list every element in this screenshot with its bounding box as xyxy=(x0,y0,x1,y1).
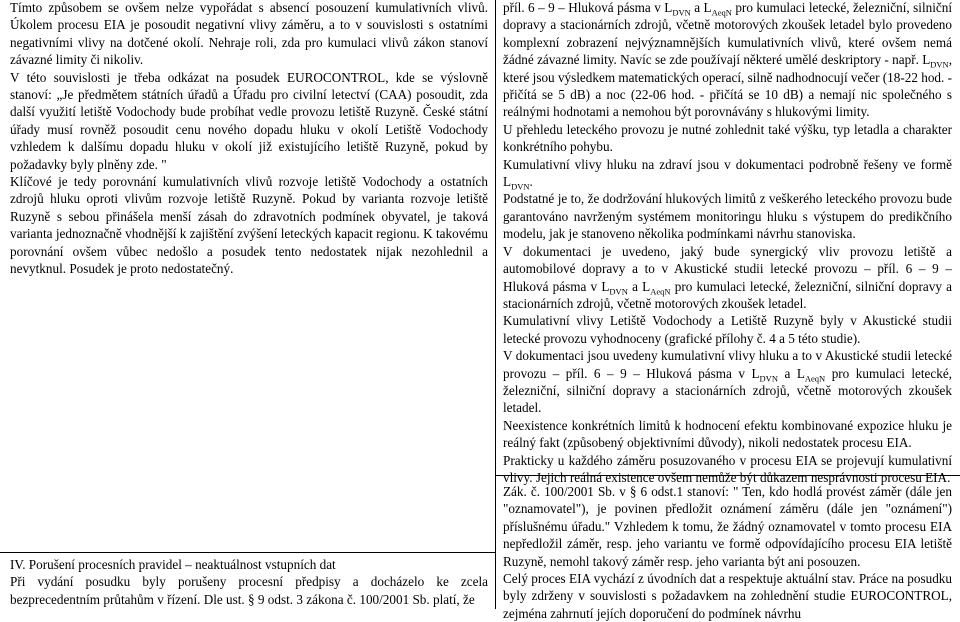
column-divider xyxy=(495,0,496,609)
paragraph: Kumulativní vlivy Letiště Vodochody a Letiště Ruzyně byly v Akustické studii letecké provozu vyhodnoceny (grafické přílohy č. 4 a 5 této studie). xyxy=(503,313,952,346)
paragraph: Neexistence konkrétních limitů k hodnocení efektu kombinované expozice hluku je reálný fakt (způsobený objektivními důvody), nikoli nedostatek procesu EIA. xyxy=(503,417,952,451)
right-top-cell xyxy=(503,0,952,486)
paragraph: Při vydání posudku byly porušeny procesní předpisy a docházelo ke zcela bezprecedentním průtahům v řízení. Dle ust. § 9 odst. 3 zákona č. 100/2001 Sb. platí, že xyxy=(10,574,488,607)
paragraph: Tímto způsobem se ovšem nelze vypořádat s absencí posouzení kumulativních vlivů. Úkolem procesu EIA je posoudit negativní vlivy záměru, a to v souvislosti s ostatními negativními vlivy na dotčené okolí. Nehraje roli, zda pro kumulaci vlivů zákon stanoví závazné limity či nikoliv. xyxy=(10,0,488,68)
paragraph: Zák. č. 100/2001 Sb. v § 6 odst.1 stanoví: " Ten, kdo hodlá provést záměr (dále jen "oznamovatel"), je povinen předložit oznámení záměru (dále jen "oznámení") příslušnému úřadu." Vzhledem k tomu, že žádný oznamovatel v tomto procesu EIA nepředložil záměr, resp. jeho variantu ve formě odpovídajícího procesu EIA letiště Ruzyně, nemohl takový záměr resp. jeho varianta být ani posouzen. xyxy=(503,484,952,569)
paragraph: V této souvislosti je třeba odkázat na posudek EUROCONTROL, kde se výslovně stanoví: „Je předmětem státních úřadů a Úřadu pro civilní letectví (CAA) posoudit, zda další využití letiště Vodochody bude probíhat vedle provozu letiště Ruzyně. České státní úřady musí rovněž posoudit cenu nového dopadu hluku v okolí Letiště Vodochody vzhledem k dalšímu dopadu hluku v okolí již existujícího letiště Ruzyně, pokud by požadavky byly plněny zde. " xyxy=(10,69,488,172)
paragraph: V dokumentaci je uvedeno, jaký bude synergický vliv provozu letiště a automobilové dopravy a to v Akustické studii letecké provozu – příl. 6 – 9 – Hluková pásma v $L_{DVN}$ a $L_{AeqN}$ pro kumulaci letecké, železniční, silniční dopravy a stacionárních zdrojů, včetně motorových zkoušek letadel. xyxy=(503,243,952,311)
paragraph: Klíčové je tedy porovnání kumulativních vlivů rozvoje letiště Vodochody a ostatních zdrojů hluku oproti vlivům rozvoje letiště Ruzyně. Pokud by varianta rozvoje letiště Ruzyně s sebou přinášela menší zásah do zdravotních podmínek obyvatel, je taková varianta jednoznačně vhodnější k zajištění zvýšení leteckých kapacit regionu. K takovému porovnání ovšem vůbec nedošlo a posudek tento nedostatek nijak nezohlednil a nevytknul. Posudek je proto nedostatečný. xyxy=(10,174,488,277)
paragraph: U přehledu leteckého provozu je nutné zohlednit také výšku, typ letadla a charakter konkrétního pohybu. xyxy=(503,121,952,155)
paragraph: příl. 6 – 9 – Hluková pásma v $L_{DVN}$ a $L_{AeqN}$ pro kumulaci letecké, železniční, silniční dopravy a stacionárních zdrojů, včetně motorových zkoušek letadel bylo provedeno komplexní zobrazení nejvýznamnějších kumulativních vlivů, které ovšem nemá žádné závazné limity. Navíc se zde používají některé umělé deskriptory - např. $L_{DVN}$, které jsou výsledkem matematických operací, silně nadhodnocují večer (18-22 hod. - přičítá se 5 dB) a noc (22-06 hod. - přičítá se 10 dB) a nemají nic společného s reálnými hodnotami a nemohou být porovnávány s hlukovými limity. xyxy=(503,0,952,120)
paragraph: V dokumentaci jsou uvedeny kumulativní vlivy hluku a to v Akustické studii letecké provozu – příl. 6 – 9 – Hluková pásma v $L_{DVN}$ a $L_{AeqN}$ pro kumulaci letecké, železniční, silniční dopravy a stacionárních zdrojů, včetně motorových zkoušek letadel. xyxy=(503,348,952,416)
left-bottom-cell xyxy=(10,556,488,608)
paragraph: Kumulativní vlivy hluku na zdraví jsou v dokumentaci podrobně řešeny ve formě $L_{DVN}$. xyxy=(503,156,952,192)
section-heading: IV. Porušení procesních pravidel – neaktuálnost vstupních dat xyxy=(10,557,336,572)
left-top-cell xyxy=(10,0,488,278)
paragraph: Celý proces EIA vychází z úvodních dat a respektuje aktuální stav. Práce na posudku byly zdrženy v souvislosti s požadavkem na zohlednění studie EUROCONTROL, zejména zahrnutí jejích doporučení do podmínek návrhu xyxy=(503,571,952,621)
paragraph: Podstatné je to, že dodržování hlukových limitů z veškerého leteckého provozu bude garantováno navrženým systémem monitoringu hluku s výstupem do predikčního modelu, jak je stanoveno několika podmínkami návrhu stanoviska. xyxy=(503,191,952,242)
paragraph: Prakticky u každého záměru posuzovaného v procesu EIA se projevují kumulativní vlivy. Jejich reálná existence ovšem nemůže být důkazem nesprávnosti procesu EIA. xyxy=(503,452,952,485)
row-divider-left xyxy=(0,552,496,553)
right-bottom-cell xyxy=(503,483,952,622)
